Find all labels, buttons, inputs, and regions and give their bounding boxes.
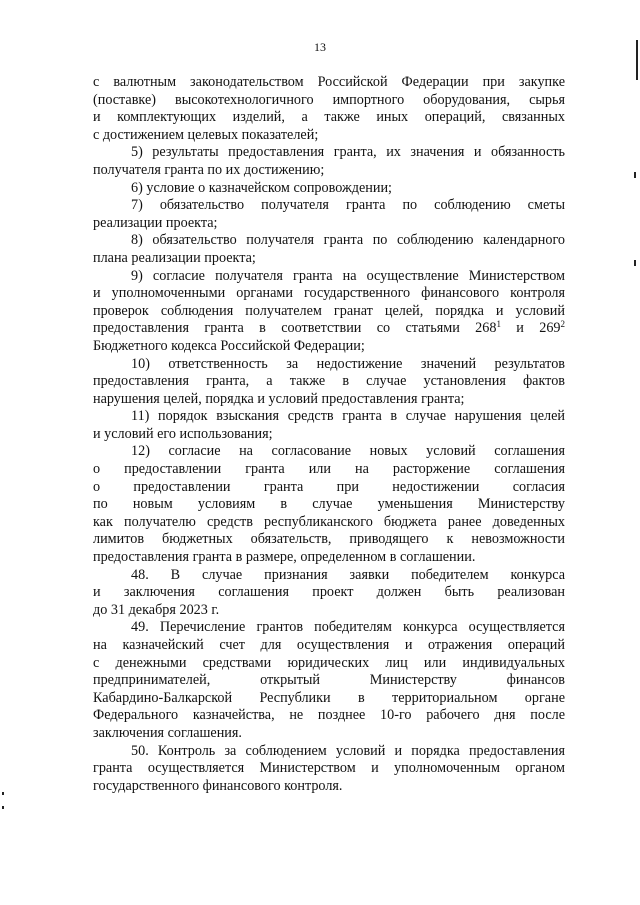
text-line: 6) условие о казначейском сопровождении; [131,179,392,196]
text-line: 7) обязательство получателя гранта по соблюдению сметы [131,197,565,214]
text-line: плана реализации проекта; [93,249,256,266]
text-line: реализации проекта; [93,214,218,231]
page-number: 13 [314,40,326,54]
text-line: с валютным законодательством Российской Федерации при закупке [93,74,565,90]
text-line: предоставления гранта в соответствии со статьями $268^1$ и $269^2$ [93,319,566,337]
text-line: 49. Перечисление грантов победителям конкурса осуществляется [131,619,565,636]
text-line: Федерального казначейства, не позднее 10-го рабочего дня после [93,707,565,724]
text-line: 11) порядок взыскания средств гранта в случае нарушения целей [131,408,565,425]
text-line: 8) обязательство получателя гранта по соблюдению календарного [131,232,565,249]
text-line: государственного финансового контроля. [93,777,343,794]
text-line: гранта осуществляется Министерством и уполномоченным органом [93,760,565,777]
text-line: о предоставлении гранта при недостижении согласия [93,478,565,495]
text-line: Бюджетного кодекса Российской Федерации; [93,337,365,354]
text-line: заключения соглашения. [93,724,242,741]
text-line: Кабардино-Балкарской Республики в территориальном органе [93,689,565,706]
text-line: предоставления гранта, а также в случае установления фактов [93,373,565,390]
text-line: о предоставлении гранта или на расторжение соглашения [93,461,565,478]
text-fragment: и 269 [500,320,561,337]
text-line: как получателю средств республиканского бюджета ранее доведенных [93,513,565,530]
text-line: до 31 декабря 2023 г. [93,601,220,618]
scan-edge-mark [2,806,4,809]
document-body [93,74,565,795]
text-line: и заключения соглашения проект должен быть реализован [93,584,565,601]
scan-edge-mark [634,172,636,178]
text-line: 9) согласие получателя гранта на осуществление Министерством [131,267,565,284]
text-line: 48. В случае признания заявки победителем конкурса [131,566,565,583]
scan-edge-mark [2,792,4,795]
superscript: 1 [496,319,501,330]
text-line: и комплектующих изделий, а также иных операций, связанных [93,109,565,126]
text-line: лимитов бюджетных обязательств, приводящего к невозможности [93,531,565,548]
text-line: по новым условиям в случае уменьшения Министерству [93,496,565,513]
scan-edge-mark [636,40,638,80]
text-line: 10) ответственность за недостижение значений результатов [131,355,565,372]
text-line: на казначейский счет для осуществления и отражения операций [93,637,565,653]
text-line: проверок соблюдения получателем гранат целей, порядка и условий [93,302,565,319]
text-line: с достижением целевых показателей; [93,126,319,143]
text-line: 50. Контроль за соблюдением условий и порядка предоставления [131,742,565,759]
text-line: нарушения целей, порядка и условий предоставления гранта; [93,390,465,407]
text-line: и уполномоченными органами государственного финансового контроля [93,285,565,302]
text-line: 5) результаты предоставления гранта, их значения и обязанность [131,144,565,161]
text-line: предпринимателей, открытый Министерству финансов [93,672,565,689]
text-line: получателя гранта по их достижению; [93,161,325,178]
text-line: с денежными средствами юридических лиц или индивидуальных [93,654,565,671]
text-line: (поставке) высокотехнологичного импортного оборудования, сырья [93,91,565,108]
text-line: предоставления гранта в размере, определенном в соглашении. [93,549,476,566]
text-line: и условий его использования; [93,425,273,442]
superscript: 2 [560,319,566,330]
scan-edge-mark [634,260,636,266]
text-line: 12) согласие на согласование новых условий соглашения [131,443,565,460]
